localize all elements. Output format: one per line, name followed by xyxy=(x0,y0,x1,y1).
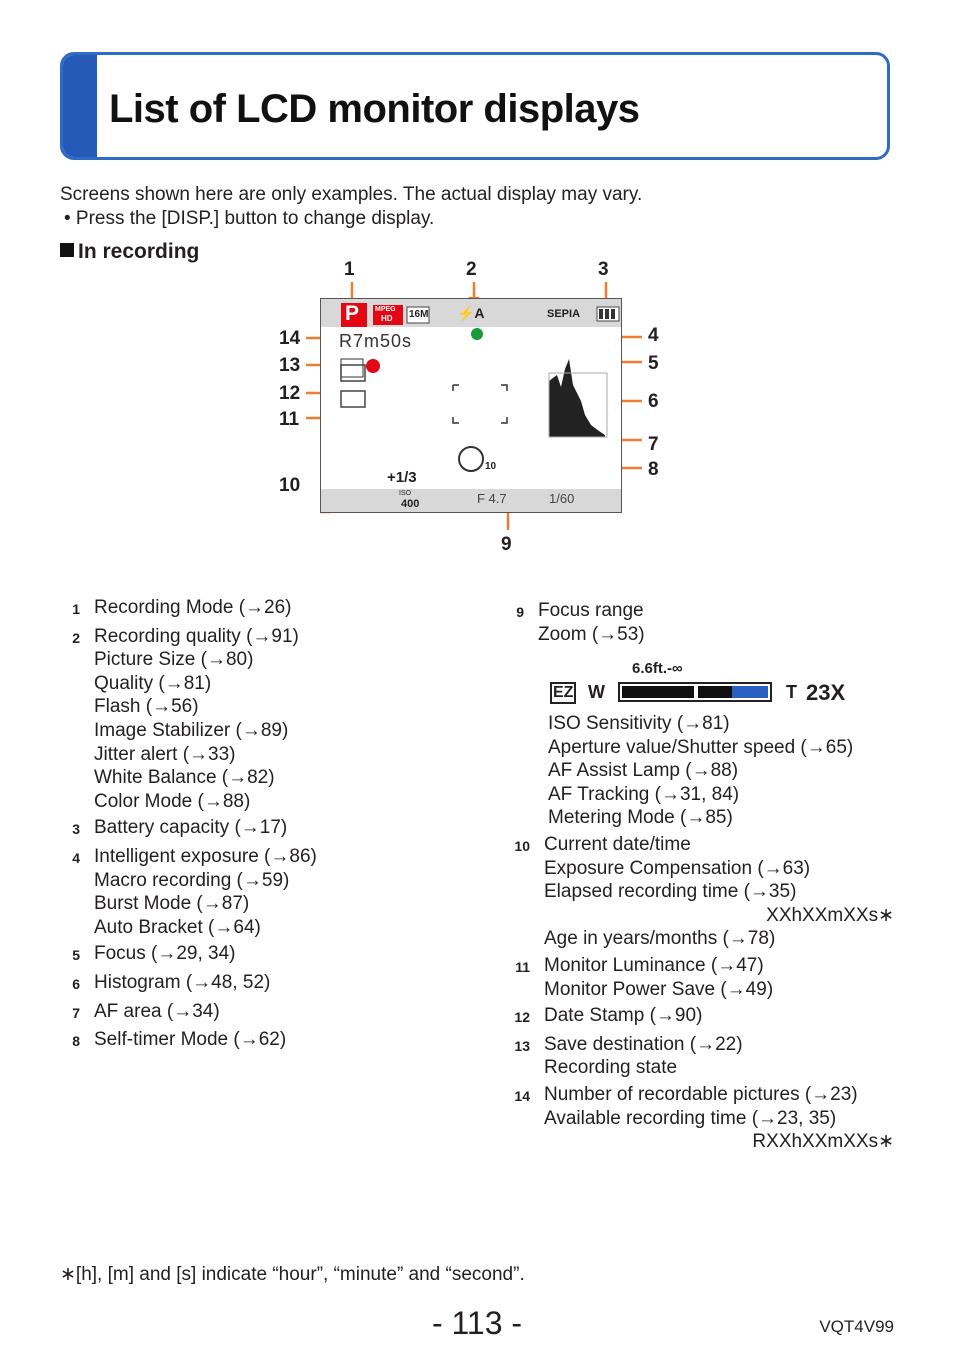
lcd-shutter: 1/60 xyxy=(549,491,575,506)
item-line: Focus (→29, 34) xyxy=(94,943,236,965)
item-number: 10 xyxy=(514,838,530,854)
section-heading-text: In recording xyxy=(78,240,200,263)
list-item xyxy=(56,1028,476,1054)
item-line: Quality (→81) xyxy=(94,672,212,694)
zoom-digital-segment xyxy=(732,686,768,698)
item-line: Color Mode (→88) xyxy=(94,790,251,812)
item-line: AF area (→34) xyxy=(94,1000,220,1022)
lcd-quality-top: MPEG xyxy=(375,306,396,313)
page-title: List of LCD monitor displays xyxy=(109,87,640,131)
lcd-timer: 10 xyxy=(485,461,497,472)
item-number: 12 xyxy=(514,1009,530,1026)
list-item xyxy=(500,1033,894,1080)
list-item xyxy=(500,1083,894,1154)
list-item xyxy=(56,845,476,939)
list-item xyxy=(56,625,476,814)
list-item xyxy=(500,1004,894,1030)
callout-3: 3 xyxy=(598,259,609,280)
list-item xyxy=(56,942,476,968)
callout-9: 9 xyxy=(501,534,512,555)
item-line: Age in years/months (→78) xyxy=(544,928,776,950)
callout-13: 13 xyxy=(279,355,301,376)
callout-2: 2 xyxy=(466,259,477,280)
callout-12: 12 xyxy=(279,383,301,404)
lcd-quality-bottom: HD xyxy=(381,314,393,323)
item-line: Number of recordable pictures (→23) xyxy=(544,1083,858,1105)
item-line: Flash (→56) xyxy=(94,696,199,718)
item-line: Focus range xyxy=(538,600,644,621)
callout-6: 6 xyxy=(648,391,659,412)
intro-bullet: • Press the [DISP.] button to change display. xyxy=(64,208,435,229)
lcd-iso-label: ISO xyxy=(399,490,412,497)
callout-10: 10 xyxy=(279,475,301,496)
callout-11: 11 xyxy=(279,409,300,430)
callout-1: 1 xyxy=(344,259,355,280)
zoom-bar xyxy=(548,662,868,710)
item-line: Macro recording (→59) xyxy=(94,869,290,891)
item-line: AF Tracking (→31, 84) xyxy=(548,783,740,805)
callout-7: 7 xyxy=(648,434,659,455)
left-item-list xyxy=(56,596,476,1054)
item-line: Exposure Compensation (→63) xyxy=(544,857,811,879)
document-code: VQT4V99 xyxy=(819,1317,894,1336)
item-line: Current date/time xyxy=(544,834,691,855)
lcd-iso-value: 400 xyxy=(401,498,420,510)
item-number: 5 xyxy=(72,947,80,964)
item-number: 7 xyxy=(72,1004,80,1021)
lcd-screen xyxy=(320,298,622,513)
item-line: ISO Sensitivity (→81) xyxy=(548,713,730,734)
zoom-ez-badge: EZ xyxy=(550,682,576,704)
lcd-exposure: +1/3 xyxy=(387,469,417,486)
item-line: White Balance (→82) xyxy=(94,767,275,789)
item-line: Burst Mode (→87) xyxy=(94,893,250,915)
list-item xyxy=(500,954,894,1001)
item-line: Jitter alert (→33) xyxy=(94,743,236,765)
page-number: - 113 - xyxy=(431,1305,523,1341)
item-line: Image Stabilizer (→89) xyxy=(94,719,289,741)
item-line-right: RXXhXXmXXs∗ xyxy=(752,1131,894,1153)
zoom-extended-segment xyxy=(698,686,732,698)
zoom-focus-range: 6.6ft.-∞ xyxy=(632,660,683,677)
zoom-wide-label: W xyxy=(588,682,605,702)
item-line-right: XXhXXmXXs∗ xyxy=(766,904,894,926)
callout-5: 5 xyxy=(648,353,659,374)
item-line: Recording state xyxy=(544,1057,678,1079)
item-line: Date Stamp (→90) xyxy=(544,1005,703,1027)
item-number: 6 xyxy=(72,975,80,992)
callout-8: 8 xyxy=(648,459,659,480)
list-item xyxy=(56,1000,476,1026)
item-number: 4 xyxy=(72,849,80,866)
item-line: Recording quality (→91) xyxy=(94,625,299,647)
zoom-track xyxy=(618,682,772,702)
callout-4: 4 xyxy=(648,325,659,346)
lcd-color-mode: SEPIA xyxy=(547,308,581,320)
zoom-tele-label: T xyxy=(786,682,797,702)
item-9 xyxy=(500,599,900,646)
lcd-aperture: F 4.7 xyxy=(477,491,507,506)
lcd-flash: ⚡A xyxy=(457,305,485,321)
item-9-continued xyxy=(548,712,908,830)
item-line: Auto Bracket (→64) xyxy=(94,916,261,938)
zoom-optical-segment xyxy=(622,686,694,698)
item-number: 3 xyxy=(72,821,80,838)
item-line: Monitor Luminance (→47) xyxy=(544,954,764,976)
item-number: 2 xyxy=(72,629,80,646)
item-line: Elapsed recording time (→35) xyxy=(544,881,797,903)
item-number: 11 xyxy=(515,958,530,975)
item-line: Metering Mode (→85) xyxy=(548,807,733,829)
item-line: Available recording time (→23, 35) xyxy=(544,1107,837,1129)
item-line: Self-timer Mode (→62) xyxy=(94,1029,287,1051)
item-line: Picture Size (→80) xyxy=(94,649,254,671)
list-item xyxy=(56,816,476,842)
intro-sentence: Screens shown here are only examples. The actual display may vary. xyxy=(60,184,643,205)
list-item xyxy=(56,971,476,997)
lcd-remaining: R7m50s xyxy=(339,331,413,351)
item-line: Save destination (→22) xyxy=(544,1033,743,1055)
item-number: 1 xyxy=(72,601,80,617)
item-line: Recording Mode (→26) xyxy=(94,597,292,618)
item-number: 9 xyxy=(516,604,524,620)
lcd-picture-size: 16M xyxy=(409,309,429,320)
list-item xyxy=(500,833,894,951)
item-line: AF Assist Lamp (→88) xyxy=(548,760,739,782)
item-line: Monitor Power Save (→49) xyxy=(544,978,774,1000)
footnote: ∗[h], [m] and [s] indicate “hour”, “minute” and “second”. xyxy=(60,1264,525,1285)
item-line: Battery capacity (→17) xyxy=(94,817,288,839)
item-number: 14 xyxy=(514,1087,530,1104)
zoom-magnification: 23X xyxy=(806,680,846,705)
right-item-list xyxy=(500,833,894,1154)
item-line: Aperture value/Shutter speed (→65) xyxy=(548,736,854,758)
list-item xyxy=(56,596,476,622)
item-number: 8 xyxy=(72,1033,80,1050)
item-line: Intelligent exposure (→86) xyxy=(94,845,317,867)
lcd-mode: P xyxy=(345,302,360,325)
item-number: 13 xyxy=(514,1037,530,1054)
item-line: Zoom (→53) xyxy=(538,623,645,645)
callout-14: 14 xyxy=(279,328,301,349)
item-line: Histogram (→48, 52) xyxy=(94,971,271,993)
